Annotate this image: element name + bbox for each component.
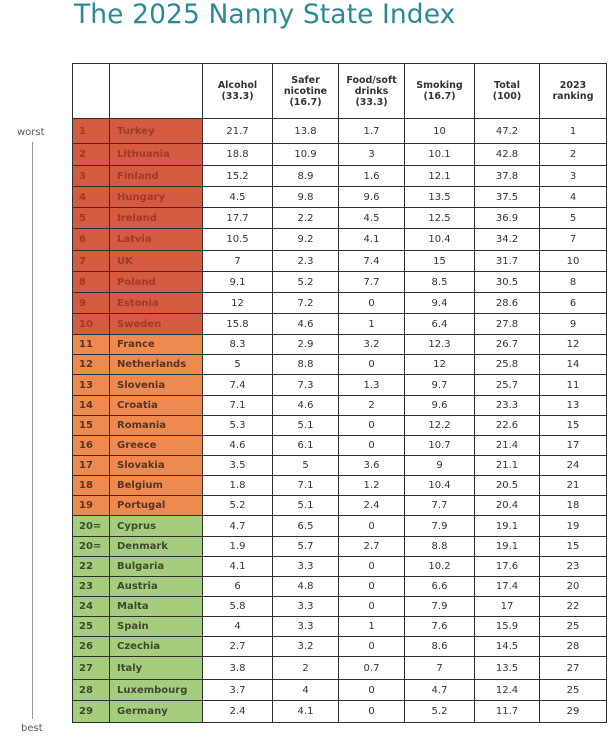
smoking-cell: 4.7 xyxy=(405,680,475,701)
smoking-cell: 8.6 xyxy=(405,637,475,657)
total-cell: 37.8 xyxy=(475,166,540,187)
safer-nicotine-cell: 4 xyxy=(273,680,339,701)
rank-cell: 13 xyxy=(73,375,110,396)
table-row xyxy=(73,701,607,723)
alcohol-cell: 5.3 xyxy=(203,416,273,436)
alcohol-cell: 1.9 xyxy=(203,537,273,557)
food-soft-drinks-cell: 0 xyxy=(339,597,405,617)
worst-best-axis-line xyxy=(32,142,33,719)
total-cell: 34.2 xyxy=(475,229,540,251)
smoking-cell: 7.9 xyxy=(405,516,475,537)
country-cell: Estonia xyxy=(110,293,203,314)
ranking-2023-cell: 25 xyxy=(540,680,607,701)
safer-nicotine-cell: 9.2 xyxy=(273,229,339,251)
food-soft-drinks-cell: 0 xyxy=(339,516,405,537)
safer-nicotine-cell: 13.8 xyxy=(273,119,339,144)
ranking-2023-cell: 23 xyxy=(540,557,607,577)
ranking-2023-cell: 2 xyxy=(540,144,607,166)
smoking-cell: 7.6 xyxy=(405,617,475,637)
rank-cell: 5 xyxy=(73,208,110,229)
safer-nicotine-cell: 7.1 xyxy=(273,476,339,496)
total-cell: 36.9 xyxy=(475,208,540,229)
alcohol-cell: 10.5 xyxy=(203,229,273,251)
smoking-cell: 9.4 xyxy=(405,293,475,314)
food-soft-drinks-cell: 1 xyxy=(339,617,405,637)
rank-cell: 24 xyxy=(73,597,110,617)
safer-nicotine-cell: 2 xyxy=(273,657,339,680)
alcohol-cell: 4 xyxy=(203,617,273,637)
food-soft-drinks-cell: 0 xyxy=(339,701,405,723)
smoking-cell: 12.5 xyxy=(405,208,475,229)
header-food-line1: Food/soft xyxy=(346,74,397,86)
alcohol-cell: 3.7 xyxy=(203,680,273,701)
smoking-cell: 7.9 xyxy=(405,597,475,617)
country-cell: Germany xyxy=(110,701,203,723)
country-cell: Belgium xyxy=(110,476,203,496)
country-cell: Greece xyxy=(110,436,203,456)
rank-cell: 26 xyxy=(73,637,110,657)
ranking-2023-cell: 3 xyxy=(540,166,607,187)
rank-cell: 27 xyxy=(73,657,110,680)
header-country xyxy=(110,64,203,119)
table-row xyxy=(73,251,607,272)
smoking-cell: 5.2 xyxy=(405,701,475,723)
total-cell: 17.6 xyxy=(475,557,540,577)
country-cell: Romania xyxy=(110,416,203,436)
food-soft-drinks-cell: 2.4 xyxy=(339,496,405,516)
smoking-cell: 15 xyxy=(405,251,475,272)
ranking-2023-cell: 11 xyxy=(540,375,607,396)
country-cell: Sweden xyxy=(110,314,203,335)
alcohol-cell: 3.8 xyxy=(203,657,273,680)
alcohol-cell: 7.1 xyxy=(203,396,273,416)
rank-cell: 8 xyxy=(73,272,110,293)
alcohol-cell: 4.5 xyxy=(203,187,273,208)
table-row xyxy=(73,617,607,637)
safer-nicotine-cell: 3.2 xyxy=(273,637,339,657)
smoking-cell: 6.4 xyxy=(405,314,475,335)
smoking-cell: 10.7 xyxy=(405,436,475,456)
country-cell: Czechia xyxy=(110,637,203,657)
nanny-state-index-table xyxy=(72,63,607,723)
table-row xyxy=(73,166,607,187)
safer-nicotine-cell: 6.5 xyxy=(273,516,339,537)
safer-nicotine-cell: 8.9 xyxy=(273,166,339,187)
rank-cell: 28 xyxy=(73,680,110,701)
food-soft-drinks-cell: 1.2 xyxy=(339,476,405,496)
table-row xyxy=(73,335,607,355)
rank-cell: 17 xyxy=(73,456,110,476)
alcohol-cell: 17.7 xyxy=(203,208,273,229)
table-row xyxy=(73,657,607,680)
table-row xyxy=(73,537,607,557)
ranking-2023-cell: 21 xyxy=(540,476,607,496)
safer-nicotine-cell: 4.8 xyxy=(273,577,339,597)
ranking-2023-cell: 4 xyxy=(540,187,607,208)
ranking-2023-cell: 24 xyxy=(540,456,607,476)
total-cell: 17.4 xyxy=(475,577,540,597)
total-cell: 19.1 xyxy=(475,537,540,557)
food-soft-drinks-cell: 3 xyxy=(339,144,405,166)
safer-nicotine-cell: 9.8 xyxy=(273,187,339,208)
table-row xyxy=(73,456,607,476)
header-smoking-line1: Smoking xyxy=(416,80,463,91)
table-row xyxy=(73,355,607,375)
total-cell: 21.4 xyxy=(475,436,540,456)
smoking-cell: 12 xyxy=(405,355,475,375)
smoking-cell: 12.1 xyxy=(405,166,475,187)
rank-cell: 20= xyxy=(73,537,110,557)
alcohol-cell: 4.7 xyxy=(203,516,273,537)
smoking-cell: 9 xyxy=(405,456,475,476)
table-row xyxy=(73,293,607,314)
country-cell: Luxembourg xyxy=(110,680,203,701)
total-cell: 25.7 xyxy=(475,375,540,396)
rank-cell: 12 xyxy=(73,355,110,375)
header-alcohol xyxy=(203,64,273,119)
table-row xyxy=(73,187,607,208)
header-ranking-line1: 2023 xyxy=(559,80,587,91)
safer-nicotine-cell: 8.8 xyxy=(273,355,339,375)
header-row xyxy=(73,64,607,119)
total-cell: 27.8 xyxy=(475,314,540,335)
table-row xyxy=(73,375,607,396)
rank-cell: 4 xyxy=(73,187,110,208)
best-label: best xyxy=(21,723,43,734)
rank-cell: 10 xyxy=(73,314,110,335)
country-cell: Latvia xyxy=(110,229,203,251)
total-cell: 21.1 xyxy=(475,456,540,476)
total-cell: 42.8 xyxy=(475,144,540,166)
safer-nicotine-cell: 5.1 xyxy=(273,416,339,436)
rank-cell: 22 xyxy=(73,557,110,577)
table-row xyxy=(73,557,607,577)
safer-nicotine-cell: 3.3 xyxy=(273,557,339,577)
header-smoking-line2: (16.7) xyxy=(423,91,456,102)
alcohol-cell: 5.8 xyxy=(203,597,273,617)
total-cell: 11.7 xyxy=(475,701,540,723)
smoking-cell: 12.2 xyxy=(405,416,475,436)
header-nicotine-line1: Safer xyxy=(291,74,320,86)
safer-nicotine-cell: 7.3 xyxy=(273,375,339,396)
ranking-2023-cell: 9 xyxy=(540,314,607,335)
table-row xyxy=(73,496,607,516)
header-rank xyxy=(73,64,110,119)
alcohol-cell: 1.8 xyxy=(203,476,273,496)
safer-nicotine-cell: 2.9 xyxy=(273,335,339,355)
rank-cell: 1 xyxy=(73,119,110,144)
header-total-line2: (100) xyxy=(492,91,522,102)
smoking-cell: 13.5 xyxy=(405,187,475,208)
header-alcohol-line2: (33.3) xyxy=(221,91,254,102)
rank-cell: 20= xyxy=(73,516,110,537)
total-cell: 12.4 xyxy=(475,680,540,701)
header-safer-nicotine xyxy=(273,64,339,119)
alcohol-cell: 9.1 xyxy=(203,272,273,293)
alcohol-cell: 8.3 xyxy=(203,335,273,355)
food-soft-drinks-cell: 7.7 xyxy=(339,272,405,293)
alcohol-cell: 18.8 xyxy=(203,144,273,166)
header-food-soft-drinks xyxy=(339,64,405,119)
rank-cell: 23 xyxy=(73,577,110,597)
total-cell: 23.3 xyxy=(475,396,540,416)
ranking-2023-cell: 29 xyxy=(540,701,607,723)
rank-cell: 16 xyxy=(73,436,110,456)
food-soft-drinks-cell: 3.2 xyxy=(339,335,405,355)
ranking-2023-cell: 5 xyxy=(540,208,607,229)
rank-cell: 3 xyxy=(73,166,110,187)
smoking-cell: 7 xyxy=(405,657,475,680)
header-total-line1: Total xyxy=(494,80,520,91)
safer-nicotine-cell: 4.1 xyxy=(273,701,339,723)
smoking-cell: 8.8 xyxy=(405,537,475,557)
country-cell: Portugal xyxy=(110,496,203,516)
rank-cell: 14 xyxy=(73,396,110,416)
rank-cell: 11 xyxy=(73,335,110,355)
rank-cell: 15 xyxy=(73,416,110,436)
smoking-cell: 10 xyxy=(405,119,475,144)
food-soft-drinks-cell: 7.4 xyxy=(339,251,405,272)
country-cell: Finland xyxy=(110,166,203,187)
alcohol-cell: 5.2 xyxy=(203,496,273,516)
table-row xyxy=(73,416,607,436)
safer-nicotine-cell: 3.3 xyxy=(273,617,339,637)
table-row xyxy=(73,680,607,701)
food-soft-drinks-cell: 0 xyxy=(339,680,405,701)
country-cell: Austria xyxy=(110,577,203,597)
table-row xyxy=(73,144,607,166)
header-smoking xyxy=(405,64,475,119)
total-cell: 15.9 xyxy=(475,617,540,637)
table-row xyxy=(73,229,607,251)
table-row xyxy=(73,637,607,657)
smoking-cell: 7.7 xyxy=(405,496,475,516)
table-row xyxy=(73,396,607,416)
alcohol-cell: 6 xyxy=(203,577,273,597)
ranking-2023-cell: 18 xyxy=(540,496,607,516)
country-cell: Lithuania xyxy=(110,144,203,166)
country-cell: Ireland xyxy=(110,208,203,229)
country-cell: Slovakia xyxy=(110,456,203,476)
ranking-2023-cell: 7 xyxy=(540,229,607,251)
rank-cell: 18 xyxy=(73,476,110,496)
ranking-2023-cell: 13 xyxy=(540,396,607,416)
food-soft-drinks-cell: 1 xyxy=(339,314,405,335)
rank-cell: 9 xyxy=(73,293,110,314)
ranking-2023-cell: 15 xyxy=(540,537,607,557)
safer-nicotine-cell: 2.3 xyxy=(273,251,339,272)
alcohol-cell: 2.4 xyxy=(203,701,273,723)
country-cell: Netherlands xyxy=(110,355,203,375)
country-cell: Malta xyxy=(110,597,203,617)
country-cell: Denmark xyxy=(110,537,203,557)
smoking-cell: 10.2 xyxy=(405,557,475,577)
country-cell: Slovenia xyxy=(110,375,203,396)
rank-cell: 6 xyxy=(73,229,110,251)
smoking-cell: 10.1 xyxy=(405,144,475,166)
ranking-2023-cell: 25 xyxy=(540,617,607,637)
ranking-2023-cell: 19 xyxy=(540,516,607,537)
food-soft-drinks-cell: 0 xyxy=(339,416,405,436)
safer-nicotine-cell: 3.3 xyxy=(273,597,339,617)
ranking-2023-cell: 10 xyxy=(540,251,607,272)
header-nicotine-line3: (16.7) xyxy=(289,96,322,108)
smoking-cell: 9.6 xyxy=(405,396,475,416)
smoking-cell: 10.4 xyxy=(405,229,475,251)
table-row xyxy=(73,314,607,335)
ranking-2023-cell: 17 xyxy=(540,436,607,456)
food-soft-drinks-cell: 0 xyxy=(339,293,405,314)
food-soft-drinks-cell: 4.1 xyxy=(339,229,405,251)
alcohol-cell: 21.7 xyxy=(203,119,273,144)
food-soft-drinks-cell: 4.5 xyxy=(339,208,405,229)
smoking-cell: 9.7 xyxy=(405,375,475,396)
safer-nicotine-cell: 5.1 xyxy=(273,496,339,516)
ranking-2023-cell: 1 xyxy=(540,119,607,144)
header-food-line2: drinks xyxy=(354,85,389,97)
total-cell: 30.5 xyxy=(475,272,540,293)
food-soft-drinks-cell: 2.7 xyxy=(339,537,405,557)
food-soft-drinks-cell: 0 xyxy=(339,577,405,597)
ranking-2023-cell: 12 xyxy=(540,335,607,355)
total-cell: 47.2 xyxy=(475,119,540,144)
safer-nicotine-cell: 10.9 xyxy=(273,144,339,166)
table-row xyxy=(73,272,607,293)
ranking-2023-cell: 6 xyxy=(540,293,607,314)
ranking-2023-cell: 8 xyxy=(540,272,607,293)
table-row xyxy=(73,436,607,456)
country-cell: Poland xyxy=(110,272,203,293)
safer-nicotine-cell: 4.6 xyxy=(273,314,339,335)
safer-nicotine-cell: 2.2 xyxy=(273,208,339,229)
country-cell: Croatia xyxy=(110,396,203,416)
total-cell: 26.7 xyxy=(475,335,540,355)
country-cell: Hungary xyxy=(110,187,203,208)
table-row xyxy=(73,476,607,496)
smoking-cell: 6.6 xyxy=(405,577,475,597)
safer-nicotine-cell: 7.2 xyxy=(273,293,339,314)
alcohol-cell: 12 xyxy=(203,293,273,314)
worst-label: worst xyxy=(17,127,45,138)
safer-nicotine-cell: 5.2 xyxy=(273,272,339,293)
country-cell: Bulgaria xyxy=(110,557,203,577)
smoking-cell: 10.4 xyxy=(405,476,475,496)
alcohol-cell: 15.2 xyxy=(203,166,273,187)
food-soft-drinks-cell: 0 xyxy=(339,436,405,456)
food-soft-drinks-cell: 0 xyxy=(339,557,405,577)
total-cell: 25.8 xyxy=(475,355,540,375)
total-cell: 37.5 xyxy=(475,187,540,208)
table-row xyxy=(73,597,607,617)
table-row xyxy=(73,208,607,229)
food-soft-drinks-cell: 1.6 xyxy=(339,166,405,187)
header-2023-ranking xyxy=(540,64,607,119)
alcohol-cell: 4.1 xyxy=(203,557,273,577)
total-cell: 22.6 xyxy=(475,416,540,436)
header-nicotine-line2: nicotine xyxy=(283,85,328,97)
safer-nicotine-cell: 5.7 xyxy=(273,537,339,557)
food-soft-drinks-cell: 1.7 xyxy=(339,119,405,144)
ranking-2023-cell: 20 xyxy=(540,577,607,597)
alcohol-cell: 2.7 xyxy=(203,637,273,657)
total-cell: 31.7 xyxy=(475,251,540,272)
total-cell: 20.5 xyxy=(475,476,540,496)
ranking-2023-cell: 27 xyxy=(540,657,607,680)
table-row xyxy=(73,577,607,597)
total-cell: 28.6 xyxy=(475,293,540,314)
alcohol-cell: 15.8 xyxy=(203,314,273,335)
country-cell: Cyprus xyxy=(110,516,203,537)
food-soft-drinks-cell: 0.7 xyxy=(339,657,405,680)
rank-cell: 29 xyxy=(73,701,110,723)
ranking-2023-cell: 28 xyxy=(540,637,607,657)
rank-cell: 7 xyxy=(73,251,110,272)
alcohol-cell: 7.4 xyxy=(203,375,273,396)
country-cell: UK xyxy=(110,251,203,272)
total-cell: 14.5 xyxy=(475,637,540,657)
total-cell: 19.1 xyxy=(475,516,540,537)
food-soft-drinks-cell: 3.6 xyxy=(339,456,405,476)
header-ranking-line2: ranking xyxy=(552,91,594,102)
table-row xyxy=(73,516,607,537)
rank-cell: 2 xyxy=(73,144,110,166)
alcohol-cell: 4.6 xyxy=(203,436,273,456)
country-cell: Spain xyxy=(110,617,203,637)
safer-nicotine-cell: 6.1 xyxy=(273,436,339,456)
alcohol-cell: 3.5 xyxy=(203,456,273,476)
food-soft-drinks-cell: 2 xyxy=(339,396,405,416)
safer-nicotine-cell: 5 xyxy=(273,456,339,476)
country-cell: Italy xyxy=(110,657,203,680)
smoking-cell: 12.3 xyxy=(405,335,475,355)
alcohol-cell: 7 xyxy=(203,251,273,272)
smoking-cell: 8.5 xyxy=(405,272,475,293)
food-soft-drinks-cell: 0 xyxy=(339,637,405,657)
alcohol-cell: 5 xyxy=(203,355,273,375)
page-title: The 2025 Nanny State Index xyxy=(74,0,456,30)
rank-cell: 19 xyxy=(73,496,110,516)
header-alcohol-line1: Alcohol xyxy=(217,80,258,91)
table-row xyxy=(73,119,607,144)
country-cell: Turkey xyxy=(110,119,203,144)
food-soft-drinks-cell: 9.6 xyxy=(339,187,405,208)
total-cell: 17 xyxy=(475,597,540,617)
total-cell: 20.4 xyxy=(475,496,540,516)
rank-cell: 25 xyxy=(73,617,110,637)
food-soft-drinks-cell: 0 xyxy=(339,355,405,375)
header-food-line3: (33.3) xyxy=(355,96,388,108)
country-cell: France xyxy=(110,335,203,355)
ranking-2023-cell: 14 xyxy=(540,355,607,375)
food-soft-drinks-cell: 1.3 xyxy=(339,375,405,396)
ranking-2023-cell: 22 xyxy=(540,597,607,617)
header-total xyxy=(475,64,540,119)
safer-nicotine-cell: 4.6 xyxy=(273,396,339,416)
total-cell: 13.5 xyxy=(475,657,540,680)
ranking-2023-cell: 15 xyxy=(540,416,607,436)
